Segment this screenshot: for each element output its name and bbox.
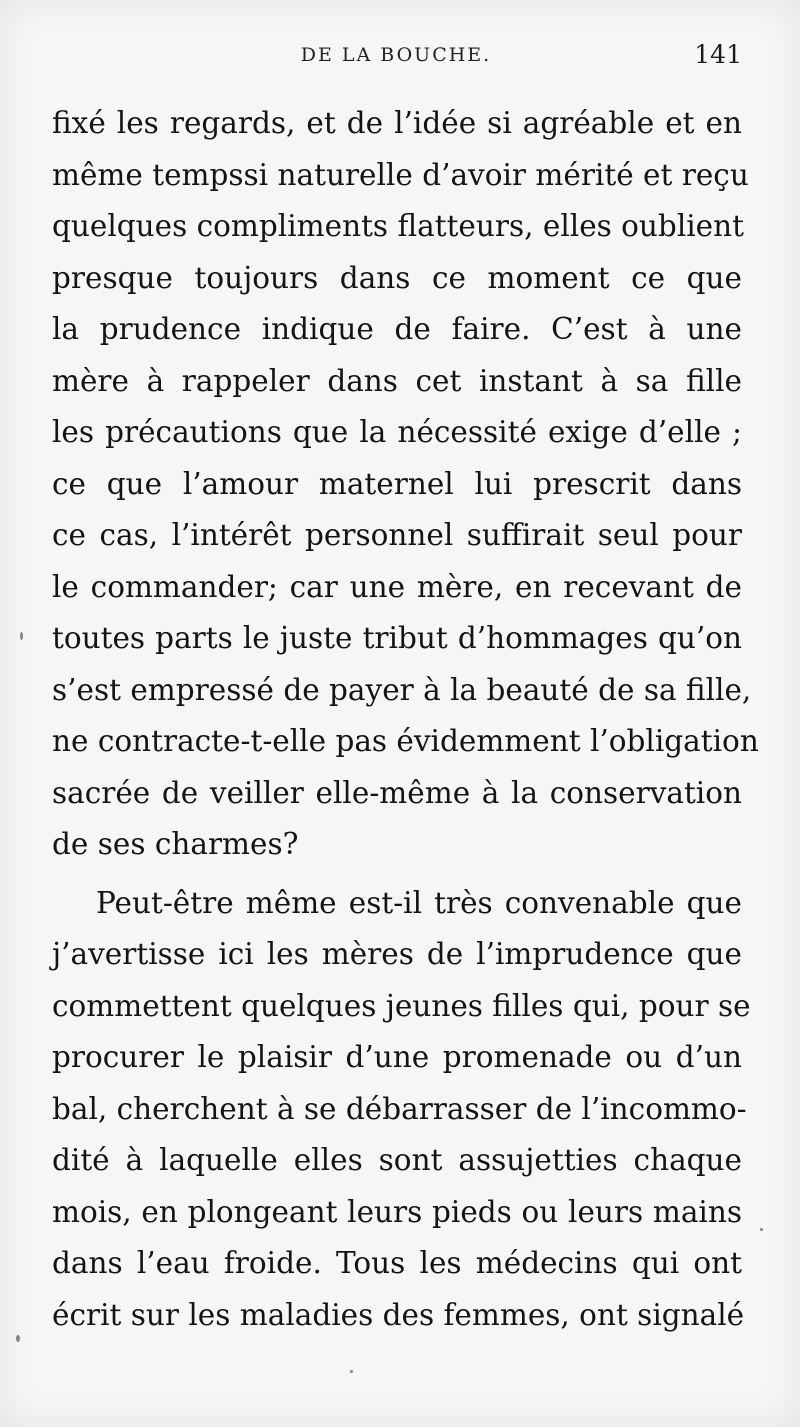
text-line: dité à laquelle elles sont assujetties chaque [52,1143,742,1177]
text-line: sacrée de veiller elle-même à la conservation [52,775,742,810]
running-head [50,38,742,74]
page-number: 141 [694,40,742,69]
text-line: la prudence indique de faire. C’est à une [52,312,742,346]
paper-speck [350,1370,353,1373]
text-line: ce cas, l’intérêt personnel suffirait seul pour [52,518,742,552]
text-line: dans l’eau froide. Tous les médecins qui ont [52,1246,742,1280]
text-line: même tempssi naturelle d’avoir mérité et reçu [52,157,749,192]
text-line: mère à rappeler dans cet instant à sa fille [52,363,742,398]
running-title: DE LA BOUCHE. [300,44,492,66]
text-line: écrit sur les maladies des femmes, ont signalé [52,1297,745,1332]
text-line: le commander; car une mère, en recevant de [52,569,742,604]
text-line: procurer le plaisir d’une promenade ou d’un [52,1040,742,1074]
text-line: ce que l’amour maternel lui prescrit dans [52,466,742,501]
text-line: bal, cherchent à se débarrasser de l’incommo- [52,1091,747,1126]
text-line: quelques compliments flatteurs, elles oublient [52,209,744,243]
text-line: fixé les regards, et de l’idée si agréable et en [52,106,742,140]
text-line: j’avertisse ici les mères de l’imprudence que [52,937,742,971]
body-text [52,98,759,1341]
paper-speck [760,1228,763,1231]
text-line: toutes parts le juste tribut d’hommages qu’on [52,621,742,655]
text-line: ne contracte-t-elle pas évidemment l’obligation [52,724,759,758]
text-line: les précautions que la nécessité exige d’elle ; [52,415,742,449]
text-line: presque toujours dans ce moment ce que [52,260,742,295]
text-line: de ses charmes? [52,827,299,861]
paper-speck [16,1335,20,1342]
text-line: mois, en plongeant leurs pieds ou leurs mains [52,1194,742,1229]
text-line: Peut-être même est-il très convenable que [96,885,742,920]
paragraph-2 [52,878,751,1342]
paper-speck [20,632,23,640]
text-line: s’est empressé de payer à la beauté de sa fille, [52,672,752,707]
text-line: commettent quelques jeunes filles qui, pour se [52,988,751,1023]
paragraph-1 [52,98,759,871]
